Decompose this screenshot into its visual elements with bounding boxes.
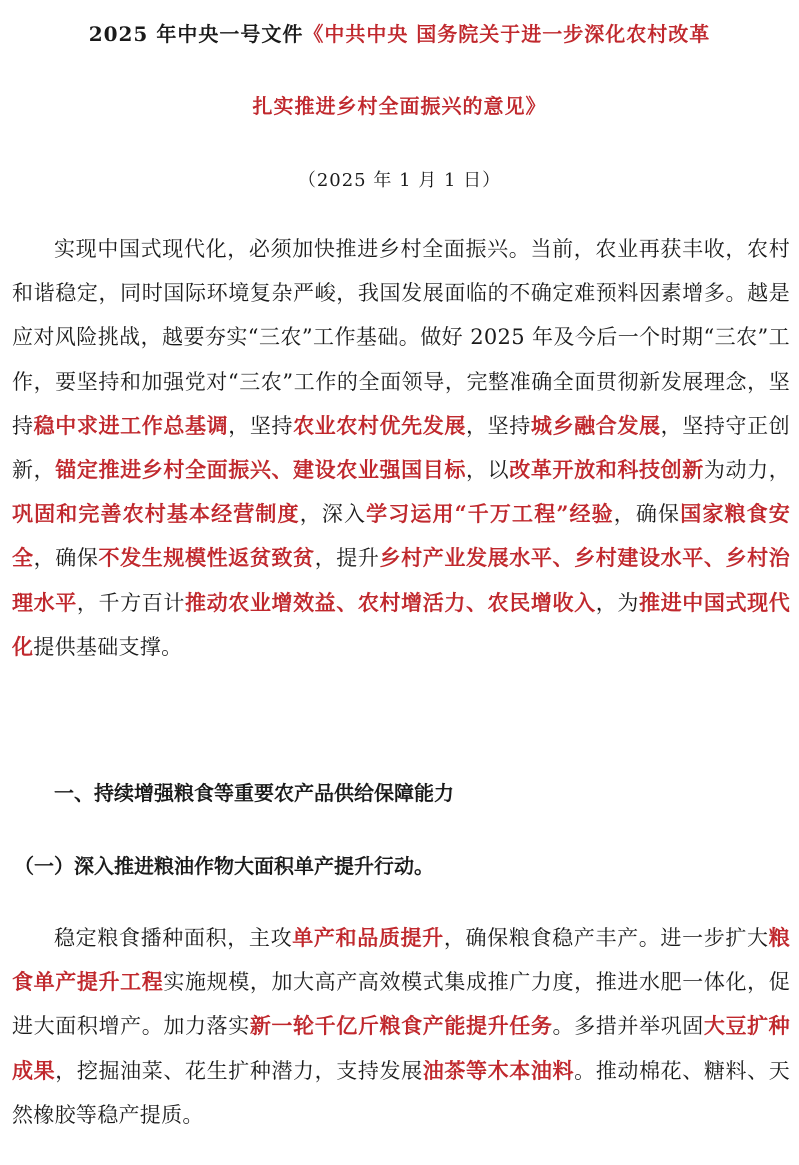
- highlighted-phrase: 学习运用“千万工程”经验: [366, 501, 614, 527]
- body-text: 为动力，: [703, 458, 791, 483]
- highlighted-phrase: 推进中国式现代化: [12, 589, 790, 659]
- highlighted-phrase: 乡村产业发展水平、乡村建设水平、乡村治理水平: [12, 545, 790, 615]
- highlighted-phrase: 国家粮食安全: [12, 501, 791, 571]
- title-prefix: 2025 年中央一号文件: [88, 22, 304, 46]
- body-text: 。推动棉花、糖料、天然橡胶等稳产提质。: [12, 1058, 790, 1127]
- highlighted-phrase: 新一轮千亿斤粮食产能提升任务: [249, 1013, 553, 1039]
- section-heading: 一、持续增强粮食等重要农产品供给保障能力: [54, 781, 454, 805]
- body-text: ，挖掘油菜、花生扩种潜力，支持发展: [55, 1058, 423, 1083]
- body-text: 实现中国式现代化，必须加快推进乡村全面振兴。当前，农业再获丰收，农村和谐稳定，同时国际环境复杂严峻，我国发展面临的不确定难预料因素增多。越是应对风险挑战，越要夯实“三农”工作基础。做好 2025 年及今后一个时期“三农”工作，要坚持和加强党对“三农”工作的全面领导，完整准确全面贯彻新发展理念，坚持: [12, 237, 790, 438]
- body-text: ，以: [466, 458, 510, 483]
- highlighted-phrase: 稳中求进工作总基调: [33, 412, 229, 438]
- body-text: ，千方百计: [76, 590, 185, 615]
- intro-paragraph: [12, 227, 790, 669]
- highlighted-phrase: 大豆扩种成果: [12, 1013, 790, 1083]
- body-text: ，坚持: [466, 413, 531, 438]
- highlighted-phrase: 城乡融合发展: [530, 412, 661, 438]
- body-text: ，坚持守正创新，: [12, 413, 790, 483]
- body-text: ，确保: [613, 502, 681, 527]
- body-text: ，提升: [314, 546, 380, 571]
- body-text: ，确保粮食稳产丰产。进一步扩大: [443, 926, 769, 950]
- document-date: （2025 年 1 月 1 日）: [297, 170, 502, 191]
- body-text: ，坚持: [228, 413, 294, 438]
- body-text: ，深入: [299, 502, 367, 527]
- highlighted-phrase: 推动农业增效益、农村增活力、农民增收入: [184, 589, 596, 615]
- body-text: 稳定粮食播种面积，主攻: [54, 926, 293, 950]
- highlighted-phrase: 单产和品质提升: [292, 925, 444, 950]
- highlighted-phrase: 改革开放和科技创新: [509, 457, 704, 483]
- body-text: 。多措并举巩固: [552, 1014, 704, 1039]
- document-title-line-1: [0, 18, 799, 47]
- body-text: ，为: [595, 590, 639, 615]
- body-text: 实施规模，加大高产高效模式集成推广力度，推进水肥一体化，促进大面积增产。加力落实: [12, 970, 790, 1039]
- highlighted-phrase: 不发生规模性返贫致贫: [98, 545, 315, 571]
- highlighted-phrase: 锚定推进乡村全面振兴、建设农业强国目标: [55, 457, 467, 483]
- highlighted-phrase: 巩固和完善农村基本经营制度: [12, 501, 300, 527]
- subsection-heading: （一）深入推进粮油作物大面积单产提升行动。: [14, 854, 434, 878]
- body-text: ，确保: [33, 546, 99, 571]
- title-name-line-1: 《中共中央 国务院关于进一步深化农村改革: [303, 22, 711, 46]
- highlighted-phrase: 农业农村优先发展: [293, 412, 467, 438]
- highlighted-phrase: 粮食单产提升工程: [12, 925, 791, 995]
- document-title-line-2: 扎实推进乡村全面振兴的意见》: [252, 94, 547, 118]
- body-text: 提供基础支撑。: [33, 634, 183, 659]
- highlighted-phrase: 油茶等木本油料: [422, 1057, 575, 1083]
- section-paragraph: [12, 916, 790, 1137]
